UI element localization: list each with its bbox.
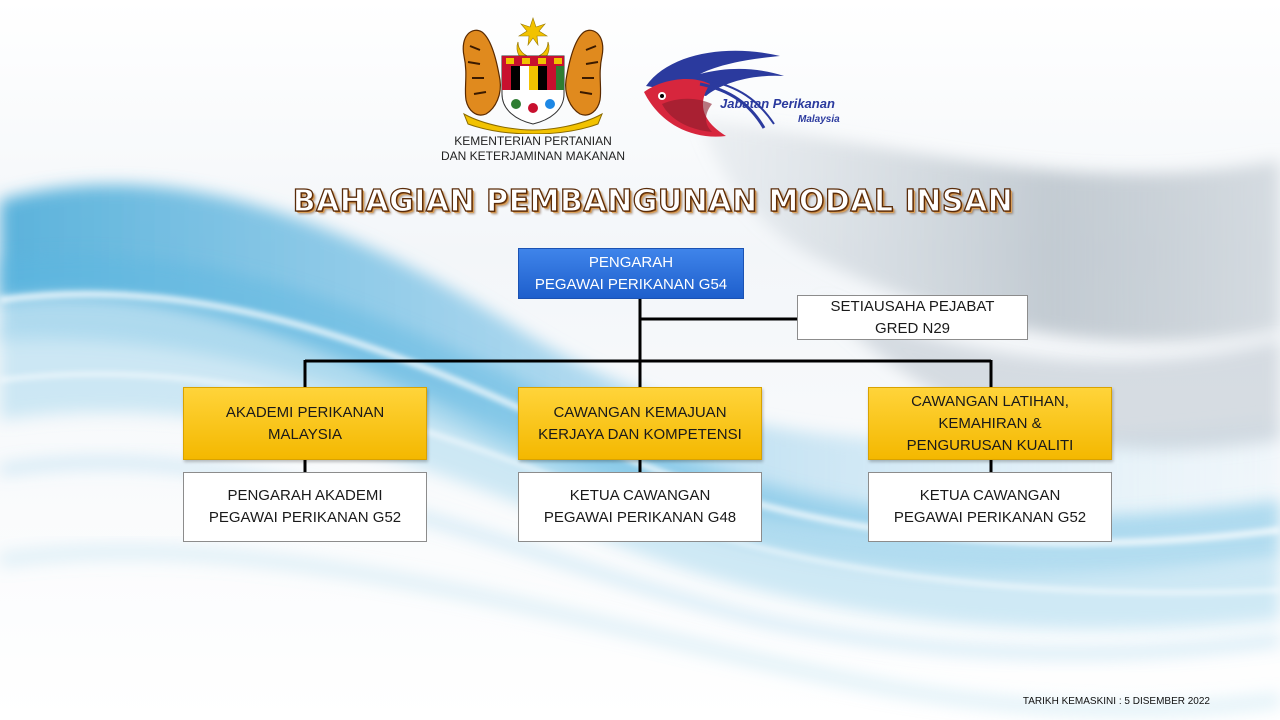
page-title: BAHAGIAN PEMBANGUNAN MODAL INSAN — [292, 184, 1014, 219]
agency-logo-name: Jabatan Perikanan — [720, 96, 835, 111]
director-title: PENGARAH — [588, 253, 674, 271]
unit-box-latihan — [868, 387, 1112, 460]
unit-name-line1: CAWANGAN KEMAJUAN — [553, 403, 727, 421]
unit-name-line2: KEMAHIRAN & — [938, 414, 1042, 432]
ministry-name-line2: DAN KETERJAMINAN MAKANAN — [440, 149, 626, 163]
unit-box-akademi — [183, 387, 427, 460]
agency-logo-country: Malaysia — [798, 114, 840, 125]
head-title: PENGARAH AKADEMI — [227, 487, 383, 504]
unit-name-line2: MALAYSIA — [268, 425, 342, 443]
head-title: KETUA CAWANGAN — [569, 487, 711, 504]
secretary-grade: GRED N29 — [874, 319, 951, 337]
secretary-title: SETIAUSAHA PEJABAT — [830, 297, 995, 315]
head-box-latihan — [868, 472, 1112, 542]
ministry-name-line1: KEMENTERIAN PERTANIAN — [454, 134, 612, 148]
head-box-akademi — [183, 472, 427, 542]
head-box-kemajuan-kerjaya — [518, 472, 762, 542]
secretary-box — [797, 295, 1028, 340]
head-grade: PEGAWAI PERIKANAN G52 — [893, 509, 1087, 526]
last-updated-date: TARIKH KEMASKINI : 5 DISEMBER 2022 — [1022, 696, 1210, 707]
head-title: KETUA CAWANGAN — [919, 487, 1061, 504]
unit-name-line3: PENGURUSAN KUALITI — [906, 436, 1074, 454]
unit-name-line2: KERJAYA DAN KOMPETENSI — [538, 425, 742, 443]
head-grade: PEGAWAI PERIKANAN G48 — [543, 509, 737, 526]
director-box — [518, 248, 744, 299]
director-grade: PEGAWAI PERIKANAN G54 — [534, 275, 728, 293]
unit-name-line1: CAWANGAN LATIHAN, — [911, 392, 1069, 410]
unit-box-kemajuan-kerjaya — [518, 387, 762, 460]
unit-name-line1: AKADEMI PERIKANAN — [225, 403, 385, 421]
head-grade: PEGAWAI PERIKANAN G52 — [208, 509, 402, 526]
